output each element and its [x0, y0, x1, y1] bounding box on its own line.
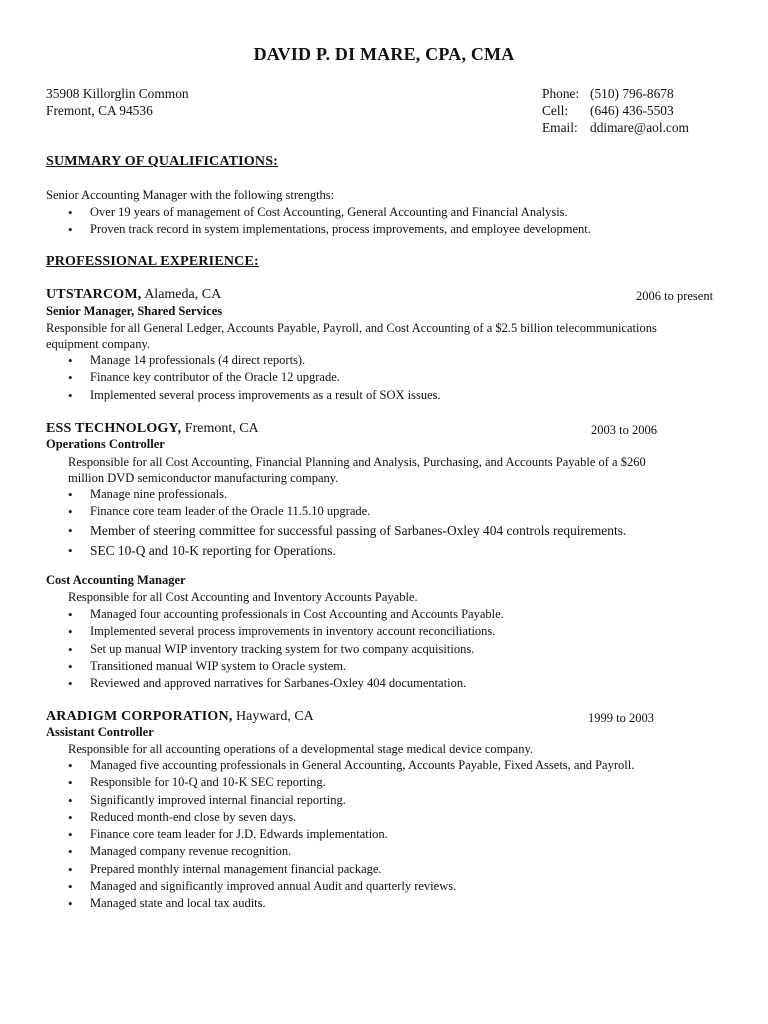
company-location: Alameda, CA [141, 287, 222, 302]
list-item: • Managed five accounting professionals in General Accounting, Accounts Payable, Fixed Assets, and Payroll. [46, 757, 634, 774]
list-item: • Manage 14 professionals (4 direct reports). [46, 352, 441, 369]
list-item: • Proven track record in system implementations, process improvements, and employee development. [46, 221, 591, 238]
email-row [542, 119, 689, 136]
list-item: • Managed company revenue recognition. [46, 843, 634, 860]
company-name: ESS TECHNOLOGY, [46, 421, 182, 436]
ess-bullets-large [46, 521, 626, 560]
list-item: • SEC 10-Q and 10-K reporting for Operations. [46, 541, 626, 561]
list-item: • Over 19 years of management of Cost Accounting, General Accounting and Financial Analysis. [46, 204, 591, 221]
list-item: • Significantly improved internal financial reporting. [46, 792, 634, 809]
list-item: • Prepared monthly internal management financial package. [46, 861, 634, 878]
cell-row [542, 102, 674, 119]
aradigm-bullets [46, 757, 634, 913]
list-item: • Finance core team leader for J.D. Edwards implementation. [46, 826, 634, 843]
company-dates: 1999 to 2003 [588, 711, 654, 725]
list-item: • Finance key contributor of the Oracle 12 upgrade. [46, 369, 441, 386]
list-item: • Reviewed and approved narratives for Sarbanes-Oxley 404 documentation. [46, 675, 504, 692]
list-item: • Implemented several process improvements in inventory account reconciliations. [46, 623, 504, 640]
job-title: Assistant Controller [46, 725, 154, 739]
job-description-line-2: million DVD semiconductor manufacturing company. [68, 471, 339, 485]
list-item: • Managed and significantly improved annual Audit and quarterly reviews. [46, 878, 634, 895]
list-item: • Reduced month-end close by seven days. [46, 809, 634, 826]
list-item: • Manage nine professionals. [46, 486, 370, 503]
job-title: Senior Manager, Shared Services [46, 304, 223, 318]
company-line-utstarcom [46, 287, 221, 303]
company-line-aradigm [46, 709, 314, 725]
phone-value: (510) 796-8678 [590, 86, 674, 101]
list-item: • Managed state and local tax audits. [46, 895, 634, 912]
summary-heading: SUMMARY OF QUALIFICATIONS: [46, 154, 279, 169]
list-item: • Responsible for 10-Q and 10-K SEC reporting. [46, 774, 634, 791]
ess-cost-bullets [46, 606, 504, 692]
list-item: • Transitioned manual WIP system to Oracle system. [46, 658, 504, 675]
list-item: • Finance core team leader of the Oracle 11.5.10 upgrade. [46, 503, 370, 520]
company-location: Fremont, CA [181, 421, 259, 436]
job-description-line-1: Responsible for all Cost Accounting, Financial Planning and Analysis, Purchasing, and Accounts Payable of a $260 [68, 455, 646, 469]
utstarcom-bullets [46, 352, 441, 404]
job-description: Responsible for all accounting operations of a developmental stage medical device company. [68, 742, 534, 756]
phone-row [542, 85, 674, 102]
cell-value: (646) 436-5503 [590, 103, 674, 118]
summary-intro: Senior Accounting Manager with the following strengths: [46, 188, 335, 202]
email-label: Email: [542, 120, 578, 135]
list-item: • Member of steering committee for successful passing of Sarbanes-Oxley 404 controls requirements. [46, 521, 626, 541]
cell-label: Cell: [542, 103, 569, 118]
summary-bullets [46, 204, 591, 239]
ess-bullets [46, 486, 370, 521]
job-description-line-1: Responsible for all General Ledger, Accounts Payable, Payroll, and Cost Accounting of a $2.5 billion telecommunications [46, 321, 657, 335]
resume-name: DAVID P. DI MARE, CPA, CMA [253, 44, 515, 64]
company-dates: 2006 to present [636, 289, 714, 303]
phone-label: Phone: [542, 86, 580, 101]
company-dates: 2003 to 2006 [591, 423, 657, 437]
job-title: Operations Controller [46, 437, 165, 451]
list-item: • Managed four accounting professionals in Cost Accounting and Accounts Payable. [46, 606, 504, 623]
experience-heading: PROFESSIONAL EXPERIENCE: [46, 254, 259, 269]
company-name: ARADIGM CORPORATION, [46, 709, 233, 724]
email-value: ddimare@aol.com [590, 120, 689, 135]
list-item: • Implemented several process improvements as a result of SOX issues. [46, 387, 441, 404]
address-line-2: Fremont, CA 94536 [46, 103, 153, 118]
job-description-line-2: equipment company. [46, 337, 151, 351]
job-title: Cost Accounting Manager [46, 573, 186, 587]
list-item: • Set up manual WIP inventory tracking system for two company acquisitions. [46, 641, 504, 658]
job-description: Responsible for all Cost Accounting and Inventory Accounts Payable. [68, 590, 418, 604]
company-name: UTSTARCOM, [46, 287, 142, 302]
company-line-ess [46, 421, 259, 437]
address-line-1: 35908 Killorglin Common [46, 86, 189, 101]
company-location: Hayward, CA [232, 709, 314, 724]
